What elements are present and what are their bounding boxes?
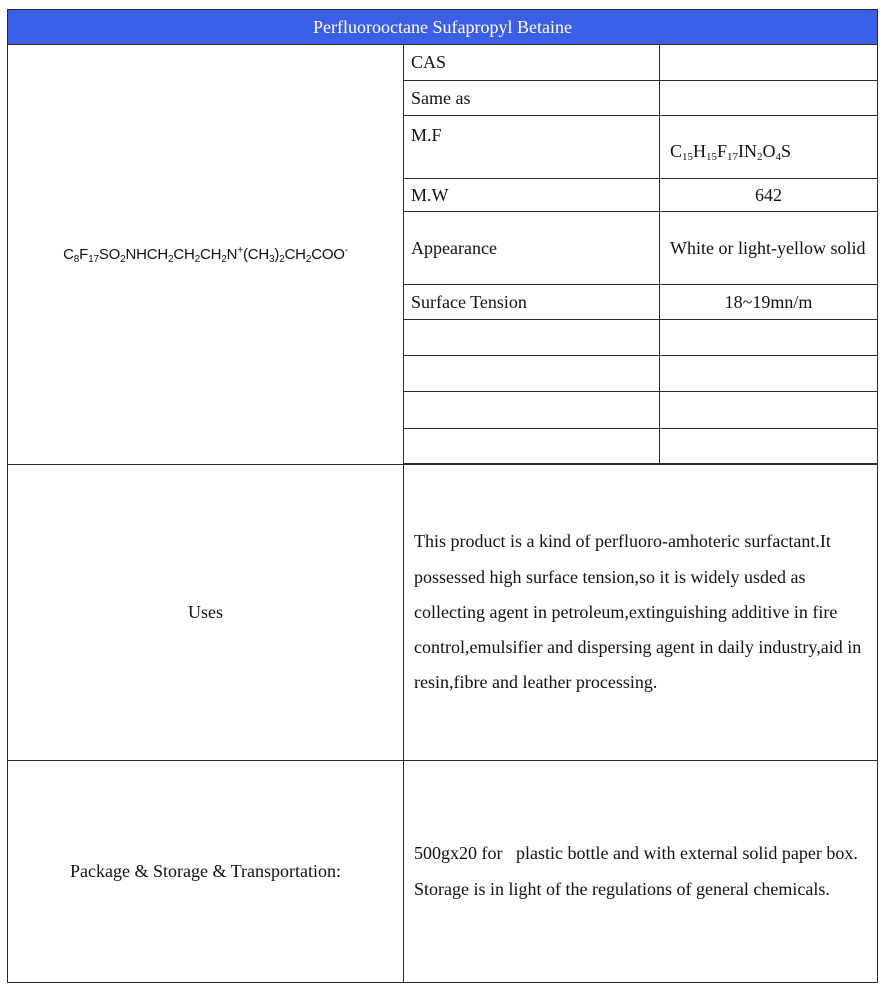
- cas-label: CAS: [404, 45, 660, 81]
- empty-property-value: [660, 356, 878, 392]
- mw-value: 642: [660, 179, 878, 212]
- same-as-label: Same as: [404, 81, 660, 116]
- mw-label: M.W: [404, 179, 660, 212]
- surface-tension-label: Surface Tension: [404, 285, 660, 320]
- same-as-value: [660, 81, 878, 116]
- empty-property-value: [660, 429, 878, 464]
- empty-property-label: [404, 429, 660, 464]
- empty-property-value: [660, 320, 878, 356]
- empty-property-value: [660, 392, 878, 429]
- appearance-label: Appearance: [404, 212, 660, 285]
- package-description: 500gx20 for plastic bottle and with external solid paper box. Storage is in light of the regulations of general chemicals.: [404, 761, 878, 983]
- surface-tension-value: 18~19mn/m: [660, 285, 878, 320]
- empty-property-label: [404, 320, 660, 356]
- appearance-value: White or light-yellow solid: [660, 212, 878, 285]
- uses-label: Uses: [8, 465, 404, 761]
- package-label: Package & Storage & Transportation:: [8, 761, 404, 983]
- product-spec-table: [7, 9, 878, 983]
- empty-property-label: [404, 356, 660, 392]
- mf-label: M.F: [404, 116, 660, 179]
- mf-value: $C_{15}H_{15}F_{17}IN_2O_4S$: [660, 116, 878, 179]
- uses-description: This product is a kind of perfluoro-amhoteric surfactant.It possessed high surface tension,so it is widely usded as collecting agent in petroleum,extinguishing additive in fire control,emulsifier and dispersing agent in daily industry,aid in resin,fibre and leather processing.: [404, 465, 878, 761]
- structural-formula: $C_8F_{17}SO_2NHCH_2CH_2CH_2N^+(CH_3)_2CH_2COO^-$: [8, 45, 404, 465]
- cas-value: [660, 45, 878, 81]
- empty-property-label: [404, 392, 660, 429]
- table-title: Perfluorooctane Sufapropyl Betaine: [8, 10, 878, 45]
